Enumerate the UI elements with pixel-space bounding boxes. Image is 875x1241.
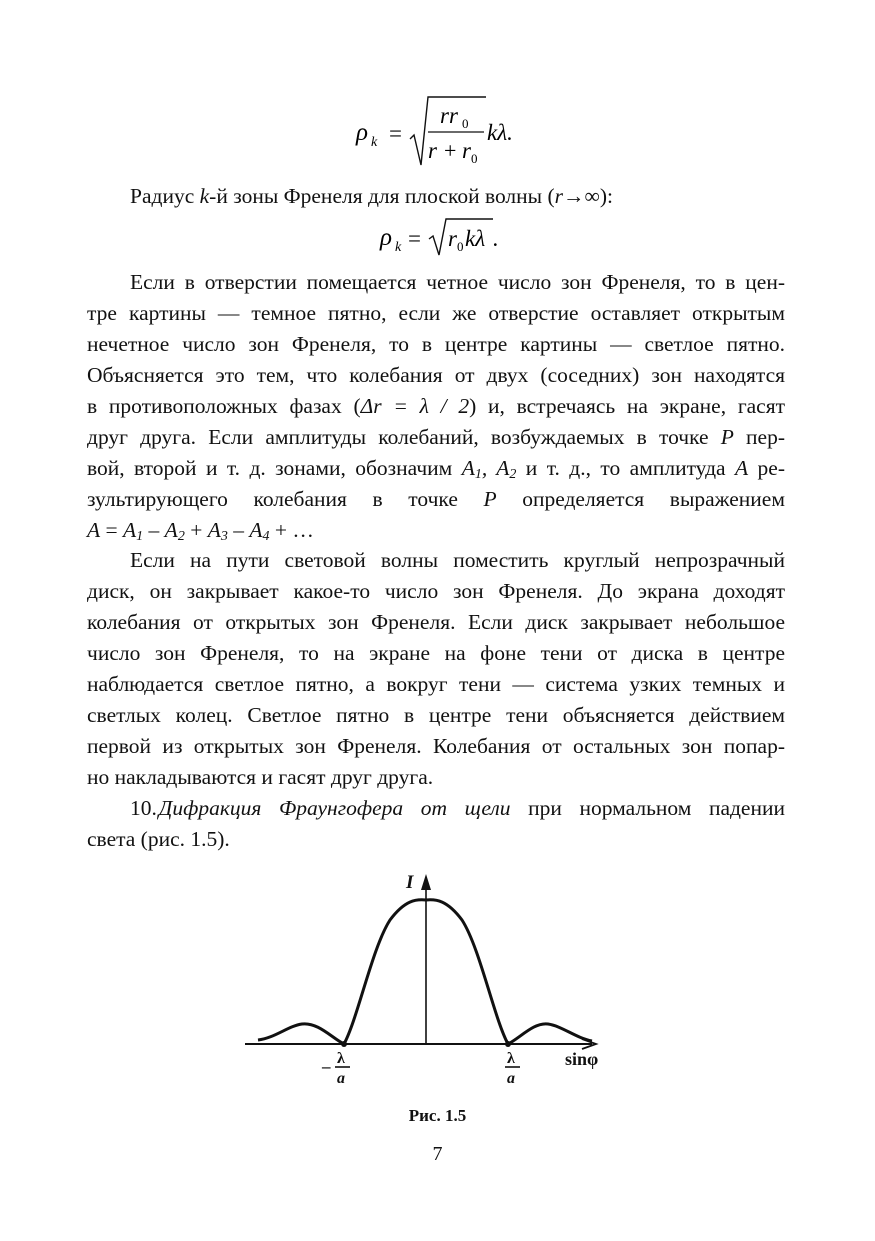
equals-sign-2: = [408, 226, 421, 251]
rho-subscript-2: k [395, 240, 402, 255]
para1-line2: тре картины — темное пятно, если же отверстие оставляет открытым [87, 301, 785, 325]
para1-line5: в противоположных фазах (Δr = λ / 2) и, встречаясь на экране, гасят [87, 394, 786, 418]
para2-line2: диск, он закрывает какое-то число зон Френеля. До экрана доходят [87, 579, 785, 603]
y-axis-label: I [406, 872, 414, 893]
diffraction-intensity-plot [240, 868, 640, 1098]
left-tick-numerator: λ [337, 1050, 345, 1067]
rho-symbol: ρ [356, 119, 368, 146]
diffraction-figure [240, 868, 640, 1098]
denominator-r0: r [462, 138, 471, 163]
numerator-r: rr [440, 103, 458, 128]
equals-sign: = [389, 121, 402, 146]
y-axis-arrow [421, 874, 431, 890]
formula-zone-radius [0, 95, 875, 169]
denominator-subscript: 0 [471, 151, 478, 166]
para2-line8: но накладываются и гасят друг друга. [87, 765, 434, 789]
para2-line7: первой из открытых зон Френеля. Колебания от остальных зон попар- [87, 734, 785, 758]
phase-difference-formula: Δr = λ / 2 [360, 394, 470, 418]
denominator-plus: + [444, 138, 457, 163]
para2-line5: наблюдается светлое пятно, а вокруг тени — система узких темных и [87, 672, 785, 696]
para1-line3: нечетное число зон Френеля, то в центре картины — светлое пятно. [87, 332, 785, 356]
k-lambda: kλ. [487, 120, 513, 145]
left-tick-sign: – [322, 1057, 331, 1076]
para3-line2: света (рис. 1.5). [87, 827, 230, 851]
para2-line1: Если на пути световой волны поместить круглый непрозрачный [130, 548, 785, 572]
x-axis-label: sinφ [565, 1049, 599, 1069]
denominator-r: r [428, 138, 437, 163]
para2-line3: колебания от открытых зон Френеля. Если диск закрывает небольшое [87, 610, 785, 634]
para1-line4: Объясняется это тем, что колебания от двух (соседних) зон находятся [87, 363, 785, 387]
figure-caption: Рис. 1.5 [408, 1106, 467, 1125]
right-tick-denominator: a [507, 1070, 515, 1087]
para2-line4: число зон Френеля, то на экране на фоне тени от диска в центре [87, 641, 785, 665]
right-minimum-point [505, 1041, 511, 1047]
radicand-r: r [448, 226, 457, 251]
plane-wave-heading: Радиус k-й зоны Френеля для плоской волны (r→∞): [130, 184, 613, 208]
left-tick-denominator: a [337, 1070, 345, 1087]
rho-symbol-2: ρ [380, 224, 392, 251]
para1-line7: вой, второй и т. д. зонами, обозначим $A_1$, $A_2$ и т. д., то амплитуда A ре- [87, 456, 785, 482]
radicand-k-lambda: kλ [465, 226, 486, 251]
intensity-curve [258, 900, 592, 1044]
amplitude-expression: $A = A_1 - A_2 + A_3 - A_4$ + … [87, 518, 314, 544]
formula-period: . [493, 226, 499, 251]
para3-line1: 10. Дифракция Фраунгофера от щели при нормальном падении [130, 796, 785, 820]
formula-zone-radius-svg [0, 95, 875, 169]
para1-line1: Если в отверстии помещается четное число зон Френеля, то в цен- [130, 270, 785, 294]
para2-line6: светлых колец. Светлое пятно в центре тени объясняется действием [87, 703, 785, 727]
para1-line6: друг друга. Если амплитуды колебаний, возбуждаемых в точке P пер- [87, 425, 785, 449]
left-minimum-point [341, 1041, 347, 1047]
right-tick-numerator: λ [507, 1050, 515, 1067]
rho-subscript: k [371, 135, 378, 150]
formula-plane-wave-svg [0, 215, 875, 259]
para1-line8: зультирующего колебания в точке P определяется выражением [87, 487, 785, 511]
radicand-subscript: 0 [457, 239, 464, 254]
section-title: Дифракция Фраунгофера от щели [158, 796, 511, 820]
numerator-subscript: 0 [462, 116, 469, 131]
formula-plane-wave [0, 215, 875, 259]
page-number: 7 [432, 1143, 443, 1165]
